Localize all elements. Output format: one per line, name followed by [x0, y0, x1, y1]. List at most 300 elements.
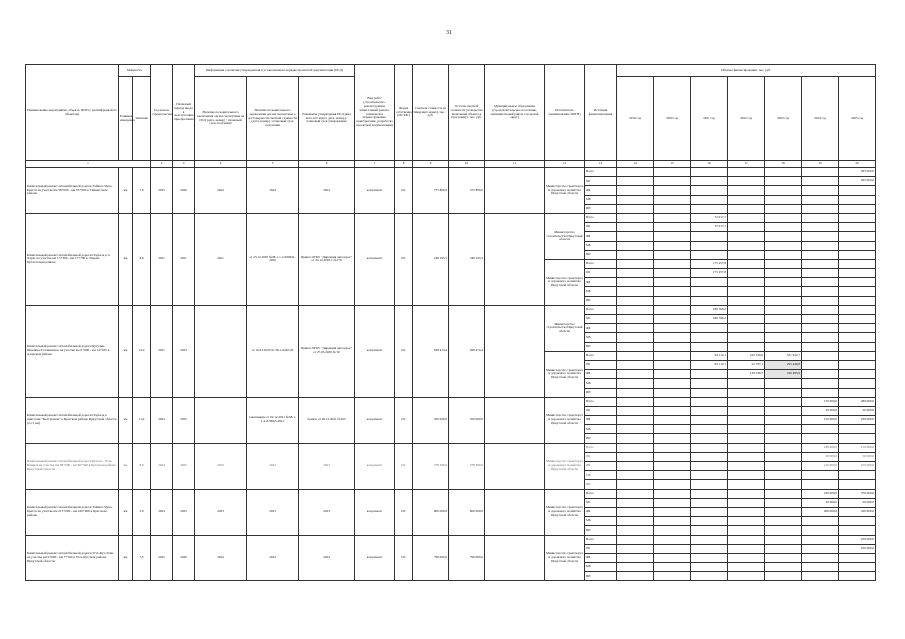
funding-value-cell	[802, 168, 839, 177]
work-type-cell: кап.ремонт	[355, 535, 395, 581]
funding-value-cell	[728, 250, 765, 259]
funding-value-cell	[691, 379, 728, 388]
object-name: Капитальный ремонт автомобильной дороги Братск - Усть-Илимск на участке км 58+500 - км 66+500 в Братском районе Иркутской области	[26, 443, 119, 489]
funding-value-cell: 210 000,0	[802, 462, 839, 471]
funding-value-cell: 72 917,7	[691, 213, 728, 222]
funding-value-cell	[765, 388, 802, 397]
funding-value-cell	[765, 195, 802, 204]
funding-source-cell: ФБ	[585, 232, 617, 241]
funding-value-cell	[802, 204, 839, 213]
funding-value-cell	[728, 572, 765, 581]
psd-estimate-cell: 2023	[247, 443, 299, 489]
funding-value-cell	[802, 553, 839, 562]
psd-estimate-cell: заключение от 02.12.2021 №38-1-1-2-079065-2021	[247, 397, 299, 443]
funding-source-cell: МБ	[585, 241, 617, 250]
funding-value-cell	[839, 351, 876, 360]
funding-value-cell	[654, 195, 691, 204]
funding-value-cell	[691, 324, 728, 333]
table-row	[26, 535, 876, 544]
funding-value-cell	[654, 553, 691, 562]
funding-value-cell	[802, 324, 839, 333]
funding-value-cell	[654, 535, 691, 544]
funding-value-cell: 230 000,0	[802, 489, 839, 498]
unit-cell: км	[119, 305, 133, 397]
funding-value-cell	[728, 379, 765, 388]
funding-value-cell	[765, 379, 802, 388]
funding-value-cell	[617, 250, 654, 259]
psd-positive-cell: 2024	[195, 535, 247, 581]
estimate-cost-cell: 575 800,0	[413, 168, 449, 214]
funding-value-cell: 189 766,2	[691, 315, 728, 324]
funding-value-cell: 170 000,0	[802, 397, 839, 406]
funding-value-cell	[617, 305, 654, 314]
funding-value-cell	[691, 517, 728, 526]
funding-value-cell	[839, 342, 876, 351]
funding-value-cell	[617, 462, 654, 471]
funding-value-cell	[765, 553, 802, 562]
funding-value-cell	[617, 259, 654, 268]
ownership-cell: ОС	[395, 397, 413, 443]
funding-value-cell	[802, 259, 839, 268]
funding-source-cell: ОБ	[585, 360, 617, 369]
funding-value-cell	[802, 526, 839, 535]
column-number: 2	[151, 161, 173, 168]
funding-value-cell	[654, 223, 691, 232]
header-year-2022: 2022 год	[728, 77, 765, 161]
funding-value-cell	[617, 324, 654, 333]
ownership-cell: ОС	[395, 305, 413, 397]
unit-cell: км	[119, 535, 133, 581]
funding-value-cell	[617, 563, 654, 572]
commission-year-cell: 2025	[173, 397, 195, 443]
header-funding-source: Источник финансирования	[585, 65, 617, 161]
funding-value-cell: 50 000,0	[839, 406, 876, 415]
funding-value-cell	[691, 186, 728, 195]
ownership-cell: ОС	[395, 168, 413, 214]
column-number: 16	[691, 161, 728, 168]
funding-value-cell: 150 000,0	[839, 443, 876, 452]
funding-source-cell: Всего	[585, 168, 617, 177]
header-year-2020: 2020 год	[654, 77, 691, 161]
funding-value-cell	[728, 406, 765, 415]
funding-value-cell: 20 000,0	[802, 406, 839, 415]
psd-estimate-cell: 2024	[247, 168, 299, 214]
funding-value-cell	[654, 563, 691, 572]
funding-value-cell	[839, 195, 876, 204]
funding-source-cell: ОБ	[585, 452, 617, 461]
start-year-cell: 2025	[151, 168, 173, 214]
funding-value-cell	[802, 305, 839, 314]
funding-value-cell	[654, 489, 691, 498]
funding-value-cell	[617, 489, 654, 498]
funding-value-cell	[765, 278, 802, 287]
executor-cell: Министерство строительства Иркутской области	[545, 213, 585, 259]
object-name: Капитальный ремонт автомобильной дороги Подъезд к п. Харат на участке км 13+300 - км 17+700 в Эхирит-Булагатском районе	[26, 213, 119, 305]
funding-value-cell	[765, 397, 802, 406]
funding-value-cell	[802, 315, 839, 324]
funding-value-cell	[839, 278, 876, 287]
psd-approval-cell: приказ от 06.12.2021 №165	[299, 397, 355, 443]
funding-value-cell	[617, 379, 654, 388]
funding-value-cell	[802, 379, 839, 388]
funding-value-cell	[691, 480, 728, 489]
funding-source-cell: ИИ	[585, 342, 617, 351]
funding-value-cell	[691, 498, 728, 507]
funding-value-cell	[691, 204, 728, 213]
object-name: Капитальный ремонт автомобильной дороги Подъезд к пристани "Калтукская" в Братском районе Иркутской области (2-11 км)	[26, 397, 119, 443]
funding-value-cell	[654, 333, 691, 342]
psd-approval-cell: Приказ ОГКУ "Дирекция автодорог" от 24.12.2020 г. №179	[299, 213, 355, 305]
column-number: 7	[355, 161, 395, 168]
funding-value-cell	[728, 462, 765, 471]
funding-value-cell	[765, 572, 802, 581]
funding-source-cell: МБ	[585, 379, 617, 388]
funding-value-cell	[654, 397, 691, 406]
funding-value-cell	[654, 186, 691, 195]
funding-value-cell	[802, 360, 839, 369]
funding-value-cell	[802, 342, 839, 351]
funding-value-cell: 265 000,0	[839, 177, 876, 186]
header-year-2023: 2023 год	[765, 77, 802, 161]
funding-value-cell	[728, 535, 765, 544]
funding-value-cell	[654, 406, 691, 415]
funding-value-cell	[765, 342, 802, 351]
unit-cell: км	[119, 397, 133, 443]
funding-value-cell	[839, 563, 876, 572]
column-number: 6	[299, 161, 355, 168]
ownership-cell: ОС	[395, 535, 413, 581]
funding-value-cell	[617, 397, 654, 406]
table-row	[26, 168, 876, 177]
object-name: Капитальный ремонт автомобильной дороги Тайшет-Чуна-Братск на участке км 215+000 - км 220+000 в Братском районе	[26, 489, 119, 535]
header-value: Значение	[133, 77, 151, 161]
funding-value-cell	[728, 241, 765, 250]
estimate-cost-cell: 450 000,0	[413, 397, 449, 443]
municipality-cell	[485, 305, 545, 397]
header-year-2019: 2019 год	[617, 77, 654, 161]
funding-value-cell	[839, 333, 876, 342]
header-funding-group: Объемы финансирования, тыс. руб.	[617, 65, 876, 77]
unit-cell: км	[119, 213, 133, 305]
funding-value-cell	[691, 471, 728, 480]
funding-source-cell: МБ	[585, 333, 617, 342]
funding-value-cell	[654, 498, 691, 507]
funding-value-cell	[654, 278, 691, 287]
funding-source-cell: ФБ	[585, 416, 617, 425]
funding-value-cell: 250 000,0	[839, 535, 876, 544]
executor-cell: Министерство транспорта и дорожного хозяйства Иркутской области	[545, 489, 585, 535]
funding-source-cell: ФБ	[585, 278, 617, 287]
funding-value-cell	[839, 315, 876, 324]
funding-value-cell	[839, 287, 876, 296]
funding-value-cell	[839, 296, 876, 305]
funding-value-cell	[617, 471, 654, 480]
funding-value-cell	[765, 223, 802, 232]
header-psd-estimate: Наличие положительного заключения органа экспертизы о достоверности сметной стоимости (дата, номер) / плановый срок получения	[247, 77, 299, 161]
funding-value-cell	[839, 434, 876, 443]
funding-value-cell	[839, 379, 876, 388]
funding-source-cell: МБ	[585, 471, 617, 480]
funding-source-cell: ФБ	[585, 186, 617, 195]
funding-value-cell	[765, 204, 802, 213]
funding-value-cell	[839, 241, 876, 250]
funding-value-cell	[691, 287, 728, 296]
psd-approval-cell: 2024	[299, 535, 355, 581]
funding-source-cell: ОБ	[585, 498, 617, 507]
header-ownership: Форма собственности (ОС/МС)	[395, 65, 413, 161]
start-year-cell: 2021	[151, 305, 173, 397]
funding-value-cell	[617, 434, 654, 443]
funding-value-cell	[839, 250, 876, 259]
funding-value-cell	[728, 223, 765, 232]
funding-value-cell: 94 112,1	[691, 351, 728, 360]
funding-value-cell	[802, 278, 839, 287]
funding-value-cell	[691, 416, 728, 425]
funding-value-cell	[654, 177, 691, 186]
funding-value-cell	[839, 526, 876, 535]
funding-value-cell	[617, 186, 654, 195]
table-header	[26, 65, 876, 161]
funding-value-cell	[617, 168, 654, 177]
funding-value-cell	[802, 572, 839, 581]
column-number: 14	[617, 161, 654, 168]
object-name: Капитальный ремонт автомобильной дороги Усть-Кут-Уоян на участке км 0+000 - км 7+500 в Усть-Кутском районе Иркутской области	[26, 535, 119, 581]
funding-value-cell	[691, 507, 728, 516]
funding-value-cell	[654, 315, 691, 324]
funding-value-cell	[728, 296, 765, 305]
funding-value-cell	[802, 351, 839, 360]
commission-year-cell: 2026	[173, 535, 195, 581]
funding-source-cell: Всего	[585, 397, 617, 406]
funding-value-cell	[839, 370, 876, 379]
funding-value-cell	[691, 489, 728, 498]
funding-value-cell	[654, 259, 691, 268]
funding-value-cell: 320 000,0	[839, 507, 876, 516]
funding-value-cell: 238 000,0	[802, 443, 839, 452]
funding-value-cell	[691, 397, 728, 406]
remaining-cost-cell: 790 000,0	[449, 535, 485, 581]
funding-value-cell	[839, 259, 876, 268]
ownership-cell: ОС	[395, 213, 413, 305]
funding-value-cell: 175 257,8	[691, 269, 728, 278]
remaining-cost-cell: 278 300,0	[449, 443, 485, 489]
funding-source-cell: МБ	[585, 195, 617, 204]
funding-value-cell	[728, 305, 765, 314]
funding-value-cell	[654, 471, 691, 480]
column-number: 11	[485, 161, 545, 168]
funding-value-cell	[654, 388, 691, 397]
funding-value-cell	[839, 204, 876, 213]
funding-value-cell	[617, 360, 654, 369]
funding-value-cell	[802, 296, 839, 305]
table-row	[26, 397, 876, 406]
psd-positive-cell: 2023	[195, 489, 247, 535]
funding-value-cell	[802, 213, 839, 222]
funding-source-cell: МБ	[585, 287, 617, 296]
funding-value-cell	[839, 232, 876, 241]
executor-cell: Министерство транспорта и дорожного хозяйства Иркутской области	[545, 259, 585, 305]
funding-value-cell	[802, 434, 839, 443]
funding-value-cell	[691, 195, 728, 204]
funding-value-cell	[802, 177, 839, 186]
psd-positive-cell: 2024	[195, 168, 247, 214]
funding-value-cell	[691, 342, 728, 351]
executor-cell: Министерство транспорта и дорожного хозяйства Иркутской области	[545, 535, 585, 581]
header-psd-approval: Реквизиты утверждения ПСД (вид акта, кто издал, дата, номер) / плановый срок утверждения	[299, 77, 355, 161]
funding-value-cell	[617, 507, 654, 516]
funding-source-cell: ФБ	[585, 462, 617, 471]
psd-positive-cell	[195, 397, 247, 443]
column-number: 13	[585, 161, 617, 168]
funding-value-cell	[691, 434, 728, 443]
funding-value-cell	[802, 223, 839, 232]
executor-cell: Министерство транспорта и дорожного хозяйства Иркутской области	[545, 351, 585, 397]
funding-value-cell	[617, 498, 654, 507]
funding-value-cell	[765, 498, 802, 507]
funding-value-cell	[765, 452, 802, 461]
funding-source-cell: ОБ	[585, 223, 617, 232]
funding-value-cell	[617, 572, 654, 581]
column-number: 3	[173, 161, 195, 168]
funding-value-cell	[728, 480, 765, 489]
value-cell: 7,6	[133, 168, 151, 214]
work-type-cell: кап.ремонт	[355, 489, 395, 535]
funding-value-cell	[654, 416, 691, 425]
funding-value-cell	[839, 186, 876, 195]
funding-value-cell	[691, 241, 728, 250]
funding-value-cell	[654, 269, 691, 278]
funding-value-cell	[765, 177, 802, 186]
funding-value-cell	[839, 388, 876, 397]
funding-value-cell	[691, 333, 728, 342]
funding-value-cell	[654, 360, 691, 369]
object-name: Капитальный ремонт автомобильной дороги Кутулик-Шаьтяна-Головинское на участке км 0+000 - км 14+035 в Аларском районе	[26, 305, 119, 397]
funding-value-cell	[617, 278, 654, 287]
funding-value-cell	[728, 425, 765, 434]
funding-value-cell	[765, 434, 802, 443]
funding-value-cell	[654, 296, 691, 305]
funding-value-cell	[839, 471, 876, 480]
municipality-cell	[485, 489, 545, 535]
funding-value-cell	[839, 269, 876, 278]
column-number: 12	[545, 161, 585, 168]
column-number: 20	[839, 161, 876, 168]
table-row	[26, 443, 876, 452]
funding-value-cell	[617, 526, 654, 535]
funding-value-cell	[765, 526, 802, 535]
value-cell: 11,0	[133, 397, 151, 443]
municipality-cell	[485, 213, 545, 305]
header-estimate-cost: Сметная стоимость (в текущих ценах), тыс. руб.	[413, 65, 449, 161]
funding-value-cell	[765, 425, 802, 434]
funding-value-cell	[691, 388, 728, 397]
funding-value-cell	[691, 462, 728, 471]
table-body	[26, 161, 876, 581]
funding-value-cell	[802, 517, 839, 526]
funding-value-cell	[728, 333, 765, 342]
page-number: 31	[446, 30, 452, 36]
funding-value-cell	[802, 544, 839, 553]
unit-cell: км	[119, 489, 133, 535]
funding-value-cell	[765, 471, 802, 480]
funding-source-cell: ОБ	[585, 269, 617, 278]
estimate-cost-cell: 248 165,5	[413, 213, 449, 305]
funding-value-cell	[617, 333, 654, 342]
funding-value-cell	[728, 526, 765, 535]
funding-value-cell	[802, 425, 839, 434]
psd-positive-cell: 2023	[195, 443, 247, 489]
funding-value-cell	[617, 223, 654, 232]
funding-value-cell	[654, 370, 691, 379]
funding-value-cell: 50 000,0	[839, 498, 876, 507]
funding-value-cell	[691, 544, 728, 553]
funding-source-cell: ФБ	[585, 370, 617, 379]
funding-value-cell	[654, 443, 691, 452]
funding-value-cell	[765, 259, 802, 268]
funding-value-cell	[728, 507, 765, 516]
funding-source-cell: ОБ	[585, 406, 617, 415]
funding-source-cell: Всего	[585, 443, 617, 452]
funding-value-cell	[654, 452, 691, 461]
funding-value-cell	[617, 241, 654, 250]
funding-value-cell: 28 000,0	[802, 452, 839, 461]
remaining-cost-cell: 575 800,0	[449, 168, 485, 214]
psd-estimate-cell: от 23.12.2020 №38-1-1-2-066641-2020	[247, 213, 299, 305]
funding-value-cell	[691, 425, 728, 434]
funding-source-cell: Всего	[585, 305, 617, 314]
work-type-cell: кап.ремонт	[355, 443, 395, 489]
funding-value-cell	[617, 204, 654, 213]
header-year-2024: 2024 год	[802, 77, 839, 161]
funding-value-cell	[765, 186, 802, 195]
header-year-2021: 2021 год	[691, 77, 728, 161]
municipality-cell	[485, 168, 545, 214]
commission-year-cell: 2023	[173, 305, 195, 397]
funding-value-cell	[728, 434, 765, 443]
funding-value-cell: 265 000,0	[839, 168, 876, 177]
estimate-cost-cell: 928 474,4	[413, 305, 449, 397]
estimate-cost-cell: 790 000,0	[413, 535, 449, 581]
funding-source-cell: ОБ	[585, 177, 617, 186]
funding-source-cell: ИИ	[585, 250, 617, 259]
header-year-2025: 2025 год	[839, 77, 876, 161]
funding-value-cell	[617, 370, 654, 379]
funding-value-cell	[617, 287, 654, 296]
funding-source-cell: МБ	[585, 563, 617, 572]
funding-value-cell	[691, 168, 728, 177]
funding-source-cell: ОБ	[585, 544, 617, 553]
funding-source-cell: ФБ	[585, 507, 617, 516]
remaining-cost-cell: 600 000,0	[449, 489, 485, 535]
funding-value-cell	[728, 324, 765, 333]
header-capacity: Мощность	[119, 65, 151, 77]
funding-source-cell: ИИ	[585, 434, 617, 443]
funding-value-cell	[728, 416, 765, 425]
funding-value-cell	[617, 517, 654, 526]
funding-value-cell	[802, 250, 839, 259]
funding-value-cell	[765, 480, 802, 489]
funding-value-cell	[617, 269, 654, 278]
funding-value-cell	[654, 462, 691, 471]
funding-value-cell	[654, 425, 691, 434]
funding-value-cell	[802, 535, 839, 544]
psd-positive-cell: 2021	[195, 213, 247, 305]
funding-source-cell: ИИ	[585, 480, 617, 489]
funding-value-cell	[728, 443, 765, 452]
funding-value-cell	[691, 572, 728, 581]
funding-value-cell	[728, 388, 765, 397]
funding-value-cell: 200 000,0	[802, 507, 839, 516]
